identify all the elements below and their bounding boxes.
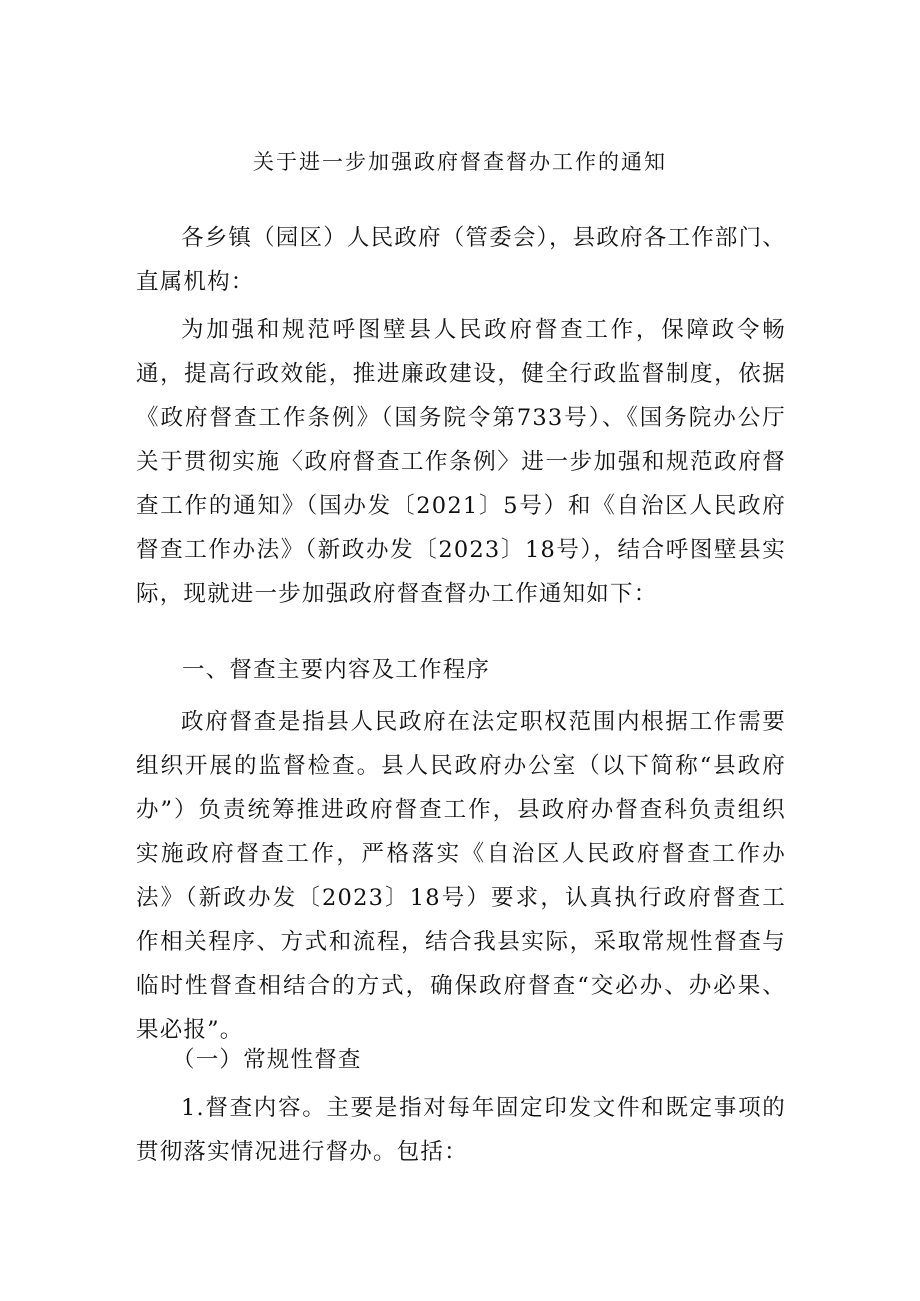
section-1-heading: 一、督查主要内容及工作程序 — [182, 657, 491, 683]
intro-paragraph: 为加强和规范呼图壁县人民政府督查工作，保障政令畅通，提高行政效能，推进廉政建设，健全行政监督制度，依据《政府督查工作条例》（国务院令第733号）、《国务院办公厅关于贯彻实施〈政府督查工作条例〉进一步加强和规范政府督查工作的通知》（国办发〔2021〕5号）和《自治区人民政府督查工作办法》（新政办发〔2023〕18号），结合呼图壁县实际，现就进一步加强政府督查督办工作通知如下： — [136, 317, 786, 607]
document-title: 关于进一步加强政府督查督办工作的通知 — [253, 150, 667, 174]
section-1-paragraph: 政府督查是指县人民政府在法定职权范围内根据工作需要组织开展的监督检查。县人民政府办公室（以下简称“县政府办”）负责统筹推进政府督查工作，县政府办督查科负责组织实施政府督查工作，严格落实《自治区人民政府督查工作办法》（新政办发〔2023〕18号）要求，认真执行政府督查工作相关程序、方式和流程，结合我县实际，采取常规性督查与临时性督查相结合的方式，确保政府督查“交必办、办必果、果必报”。 — [136, 709, 786, 1043]
subsection-1-heading: （一）常规性督查 — [172, 1047, 362, 1073]
item-1-paragraph: 1.督查内容。主要是指对每年固定印发文件和既定事项的贯彻落实情况进行督办。包括： — [136, 1095, 786, 1165]
salutation-paragraph: 各乡镇（园区）人民政府（管委会），县政府各工作部门、直属机构： — [136, 225, 786, 295]
